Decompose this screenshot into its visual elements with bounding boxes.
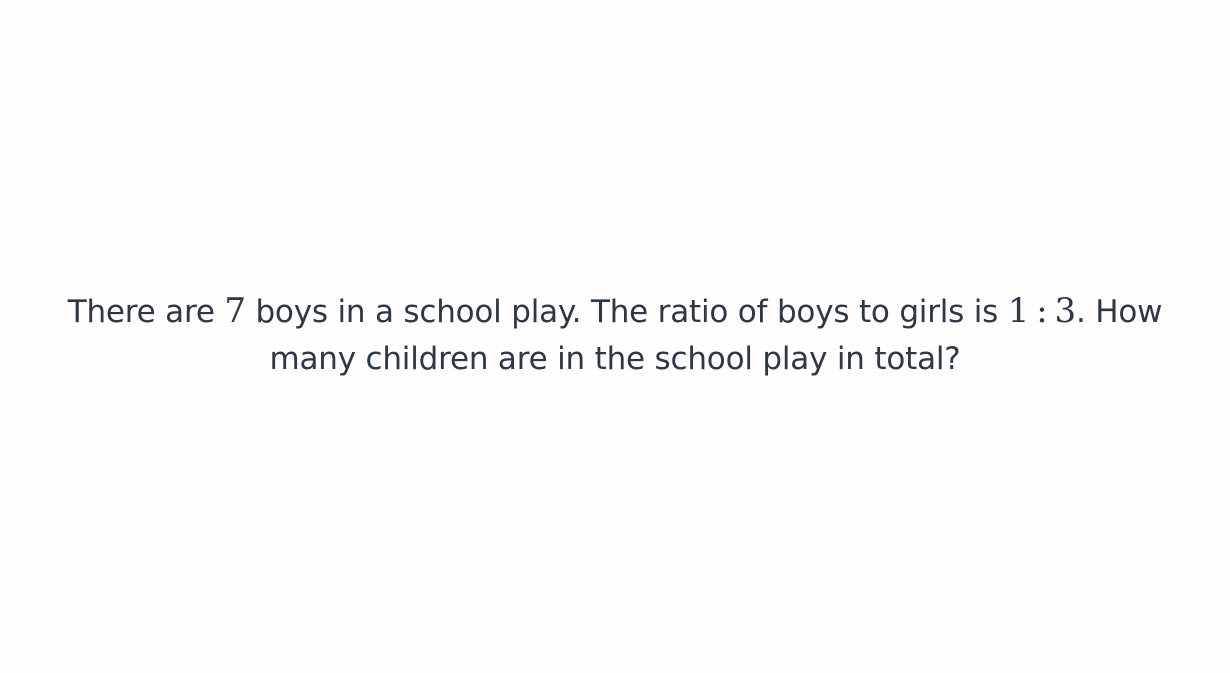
question-line-1 bbox=[14, 288, 1216, 336]
ratio-separator: : bbox=[1036, 291, 1048, 331]
ratio-right: 3 bbox=[1054, 291, 1076, 331]
ratio-left: 1 bbox=[1007, 291, 1030, 331]
question-part-2: boys in a school play. The ratio of boys to girls is bbox=[245, 294, 1008, 330]
question-part-1: There are bbox=[67, 294, 225, 330]
question-line-2: many children are in the school play in total? bbox=[269, 341, 961, 377]
question-text bbox=[0, 288, 1230, 383]
question-part-3: . How bbox=[1075, 294, 1163, 330]
boys-count: 7 bbox=[224, 291, 246, 331]
